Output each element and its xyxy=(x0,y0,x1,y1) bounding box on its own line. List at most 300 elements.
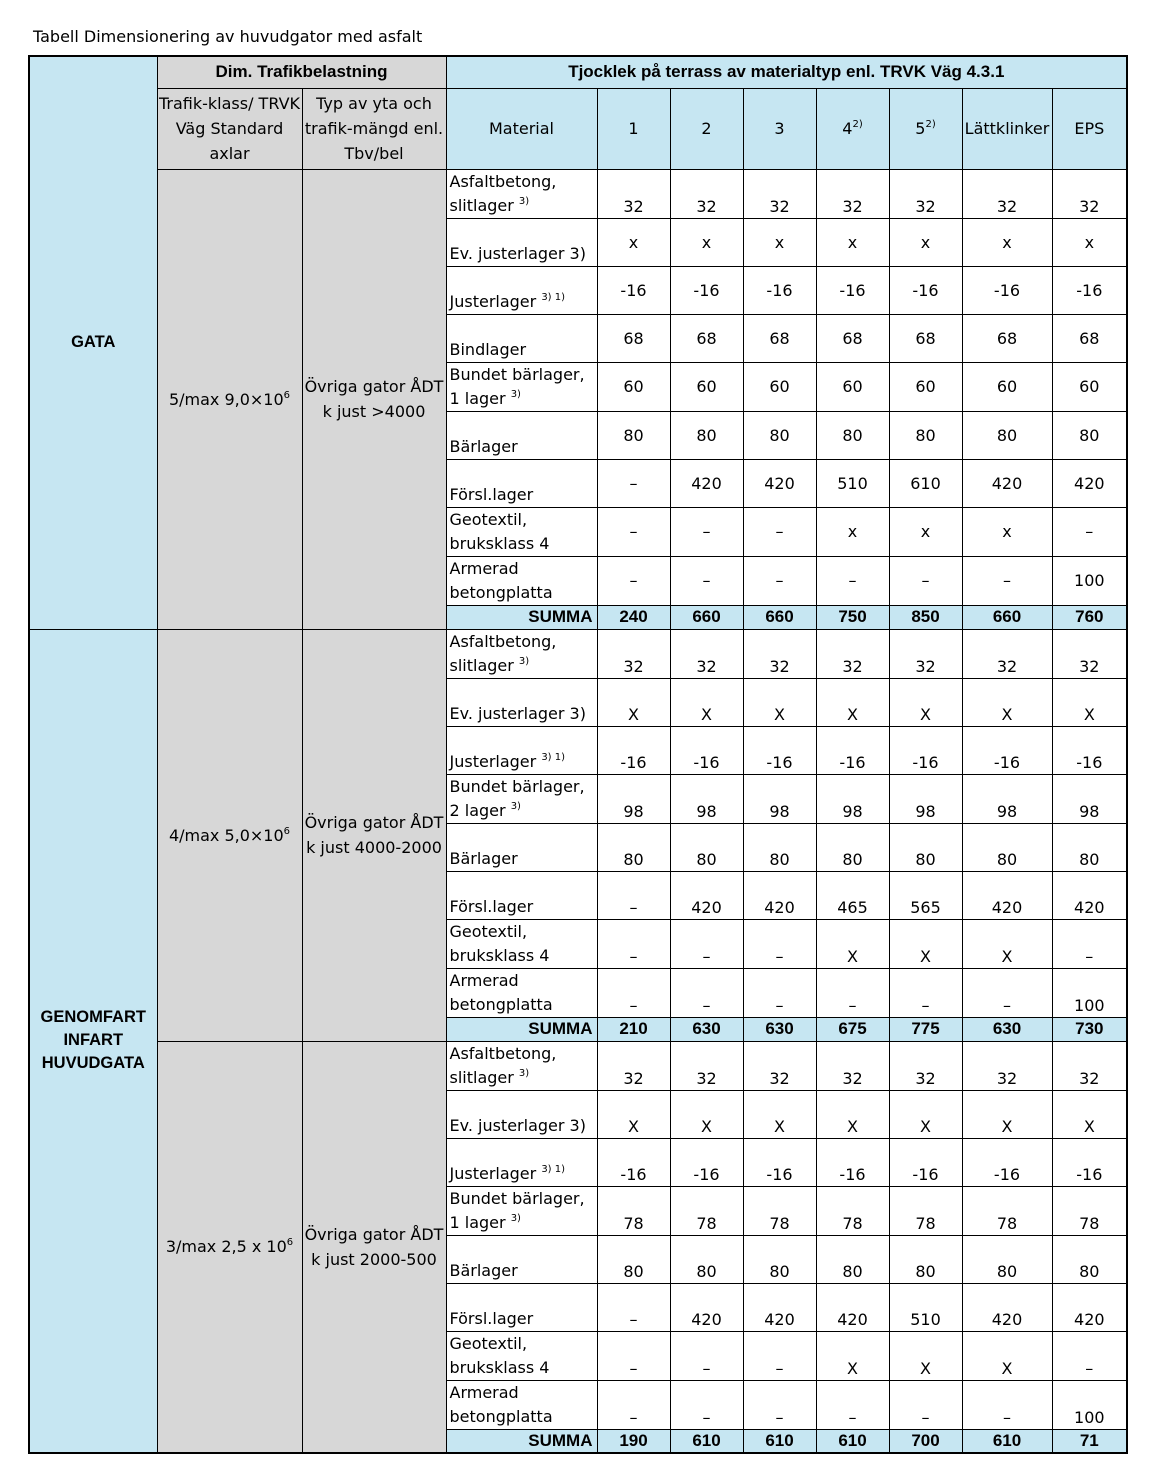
material-name: Geotextil, bruksklass 4 xyxy=(449,509,550,553)
material-name: Asfaltbetong, slitlager xyxy=(449,171,557,215)
value-cell: 98 xyxy=(743,774,816,823)
value-cell: 68 xyxy=(743,314,816,362)
summa-value: 610 xyxy=(962,1429,1052,1453)
area-type-cell: Övriga gator ÅDT k just 4000-2000 xyxy=(302,629,446,1041)
area-type-cell: Övriga gator ÅDT k just >4000 xyxy=(302,169,446,629)
value-cell: 80 xyxy=(743,823,816,871)
value-cell: -16 xyxy=(597,266,670,314)
value-cell: 420 xyxy=(1052,871,1127,919)
value-cell: 98 xyxy=(962,774,1052,823)
value-cell: 80 xyxy=(816,1235,889,1283)
header-material-type-5 xyxy=(889,88,962,169)
value-cell: – xyxy=(597,1380,670,1429)
value-cell: – xyxy=(743,1331,816,1380)
value-cell: X xyxy=(670,678,743,726)
value-cell: – xyxy=(743,1380,816,1429)
value-cell: -16 xyxy=(670,726,743,774)
table-row xyxy=(29,1041,1127,1090)
value-cell: 98 xyxy=(597,774,670,823)
value-cell: 98 xyxy=(889,774,962,823)
header-material-type-4 xyxy=(816,88,889,169)
summa-label: SUMMA xyxy=(446,1429,597,1453)
dimensioning-table xyxy=(28,55,1128,1454)
section-label-gata xyxy=(29,56,157,629)
section-label-line: GENOMFART xyxy=(40,1008,146,1027)
value-cell: 100 xyxy=(1052,968,1127,1017)
material-footnote: 3) xyxy=(518,655,530,667)
value-cell: X xyxy=(670,1090,743,1138)
material-name: Bundet bärlager, 1 lager xyxy=(449,1188,585,1232)
value-cell: 68 xyxy=(597,314,670,362)
value-cell: x xyxy=(816,218,889,266)
table-row xyxy=(29,629,1127,678)
value-cell: 420 xyxy=(670,459,743,507)
header-area-type: Typ av yta och trafik-mängd enl. Tbv/bel xyxy=(302,88,446,169)
value-cell: – xyxy=(816,968,889,1017)
value-cell: X xyxy=(962,1090,1052,1138)
material-cell xyxy=(446,774,597,823)
material-name: Bindlager xyxy=(449,339,527,359)
value-cell: 420 xyxy=(962,1283,1052,1331)
header-material-type-lattklinker xyxy=(962,88,1052,169)
traffic-class-exponent: 6 xyxy=(283,389,291,401)
section-label-line: INFART xyxy=(63,1031,124,1050)
value-cell: – xyxy=(670,507,743,556)
value-cell: x xyxy=(597,218,670,266)
value-cell: 80 xyxy=(1052,1235,1127,1283)
value-cell: X xyxy=(889,919,962,968)
material-cell xyxy=(446,1283,597,1331)
material-name: Bärlager xyxy=(449,436,518,456)
value-cell: 60 xyxy=(670,362,743,411)
summa-value: 630 xyxy=(962,1017,1052,1041)
value-cell: – xyxy=(597,919,670,968)
summa-value: 675 xyxy=(816,1017,889,1041)
value-cell: -16 xyxy=(962,726,1052,774)
material-name: Försl.lager xyxy=(449,484,534,504)
summa-label: SUMMA xyxy=(446,1017,597,1041)
value-cell: 32 xyxy=(962,169,1052,218)
value-cell: – xyxy=(597,556,670,605)
value-cell: 98 xyxy=(1052,774,1127,823)
traffic-class-text: 5/max 9,0×10 xyxy=(168,389,284,409)
material-cell xyxy=(446,871,597,919)
material-name: Ev. justerlager 3) xyxy=(449,243,586,263)
summa-value: 240 xyxy=(597,605,670,629)
material-footnote: 3) 1) xyxy=(541,1163,566,1175)
value-cell: -16 xyxy=(743,1138,816,1186)
value-cell: 32 xyxy=(889,169,962,218)
material-name: Försl.lager xyxy=(449,896,534,916)
material-name: Bärlager xyxy=(449,1260,518,1280)
value-cell: 60 xyxy=(597,362,670,411)
value-cell: 68 xyxy=(816,314,889,362)
value-cell: 32 xyxy=(889,1041,962,1090)
value-cell: -16 xyxy=(743,266,816,314)
value-cell: -16 xyxy=(670,1138,743,1186)
value-cell: -16 xyxy=(962,1138,1052,1186)
value-cell: – xyxy=(962,1380,1052,1429)
value-cell: 60 xyxy=(743,362,816,411)
value-cell: -16 xyxy=(889,266,962,314)
summa-value: 630 xyxy=(743,1017,816,1041)
value-cell: 420 xyxy=(962,871,1052,919)
material-type-label: 3 xyxy=(774,119,785,138)
value-cell: – xyxy=(597,1331,670,1380)
value-cell: X xyxy=(816,678,889,726)
value-cell: 420 xyxy=(670,1283,743,1331)
value-cell: 60 xyxy=(962,362,1052,411)
value-cell: 78 xyxy=(889,1186,962,1235)
header-material-type-3 xyxy=(743,88,816,169)
summa-value: 210 xyxy=(597,1017,670,1041)
material-type-label: 4 xyxy=(842,119,853,138)
material-cell xyxy=(446,1186,597,1235)
value-cell: 565 xyxy=(889,871,962,919)
value-cell: 80 xyxy=(889,411,962,459)
value-cell: 32 xyxy=(1052,1041,1127,1090)
value-cell: x xyxy=(743,218,816,266)
traffic-class-text: 3/max 2,5 x 10 xyxy=(165,1237,287,1257)
material-name: Geotextil, bruksklass 4 xyxy=(449,921,550,965)
value-cell: X xyxy=(816,919,889,968)
value-cell: 78 xyxy=(670,1186,743,1235)
material-name: Armerad betongplatta xyxy=(449,1382,553,1426)
header-material: Material xyxy=(446,88,597,169)
value-cell: 80 xyxy=(670,823,743,871)
material-name: Bärlager xyxy=(449,848,518,868)
material-type-footnote: 2) xyxy=(852,119,863,130)
value-cell: – xyxy=(816,1380,889,1429)
value-cell: – xyxy=(889,968,962,1017)
value-cell: 80 xyxy=(743,411,816,459)
value-cell: X xyxy=(962,678,1052,726)
material-name: Ev. justerlager 3) xyxy=(449,1115,586,1135)
value-cell: 60 xyxy=(1052,362,1127,411)
value-cell: 32 xyxy=(597,169,670,218)
header-group-row xyxy=(29,56,1127,88)
value-cell: -16 xyxy=(962,266,1052,314)
material-name: Försl.lager xyxy=(449,1308,534,1328)
material-name: Ev. justerlager 3) xyxy=(449,703,586,723)
value-cell: 510 xyxy=(889,1283,962,1331)
value-cell: 32 xyxy=(743,629,816,678)
value-cell: -16 xyxy=(1052,266,1127,314)
value-cell: 80 xyxy=(597,1235,670,1283)
material-name: Armerad betongplatta xyxy=(449,558,553,602)
summa-value: 71 xyxy=(1052,1429,1127,1453)
value-cell: X xyxy=(597,678,670,726)
value-cell: 68 xyxy=(1052,314,1127,362)
value-cell: 32 xyxy=(1052,629,1127,678)
summa-label: SUMMA xyxy=(446,605,597,629)
value-cell: 68 xyxy=(889,314,962,362)
traffic-class-cell xyxy=(157,169,302,629)
header-traffic-class: Trafik-klass/ TRVK Väg Standard axlar xyxy=(157,88,302,169)
material-cell xyxy=(446,968,597,1017)
summa-value: 190 xyxy=(597,1429,670,1453)
material-cell xyxy=(446,169,597,218)
value-cell: x xyxy=(962,218,1052,266)
value-cell: -16 xyxy=(597,726,670,774)
value-cell: 420 xyxy=(962,459,1052,507)
value-cell: -16 xyxy=(743,726,816,774)
material-footnote: 3) xyxy=(510,800,521,812)
material-footnote: 3) xyxy=(518,1067,530,1079)
traffic-class-exponent: 6 xyxy=(286,1237,294,1249)
material-footnote: 3) xyxy=(510,1212,521,1224)
value-cell: – xyxy=(597,968,670,1017)
value-cell: 32 xyxy=(962,629,1052,678)
value-cell: 32 xyxy=(1052,169,1127,218)
value-cell: 32 xyxy=(670,169,743,218)
value-cell: x xyxy=(889,507,962,556)
material-cell xyxy=(446,266,597,314)
value-cell: x xyxy=(1052,218,1127,266)
value-cell: – xyxy=(1052,507,1127,556)
material-cell xyxy=(446,1331,597,1380)
value-cell: X xyxy=(816,1331,889,1380)
value-cell: 420 xyxy=(816,1283,889,1331)
value-cell: 32 xyxy=(816,169,889,218)
material-cell xyxy=(446,678,597,726)
value-cell: 80 xyxy=(962,823,1052,871)
value-cell: X xyxy=(889,678,962,726)
value-cell: 32 xyxy=(597,1041,670,1090)
value-cell: 80 xyxy=(816,823,889,871)
value-cell: -16 xyxy=(1052,726,1127,774)
summa-value: 660 xyxy=(962,605,1052,629)
material-cell xyxy=(446,726,597,774)
value-cell: 32 xyxy=(670,1041,743,1090)
summa-value: 610 xyxy=(816,1429,889,1453)
value-cell: 510 xyxy=(816,459,889,507)
summa-value: 660 xyxy=(743,605,816,629)
value-cell: 420 xyxy=(743,871,816,919)
value-cell: – xyxy=(670,919,743,968)
material-name: Asfaltbetong, slitlager xyxy=(449,631,557,675)
value-cell: – xyxy=(597,459,670,507)
traffic-class-cell xyxy=(157,629,302,1041)
value-cell: 68 xyxy=(962,314,1052,362)
value-cell: 32 xyxy=(962,1041,1052,1090)
value-cell: – xyxy=(816,556,889,605)
header-tjocklek-terrass: Tjocklek på terrass av materialtyp enl. TRVK Väg 4.3.1 xyxy=(446,56,1127,88)
value-cell: 80 xyxy=(670,1235,743,1283)
traffic-class-exponent: 6 xyxy=(283,825,291,837)
value-cell: -16 xyxy=(816,726,889,774)
traffic-class-text: 4/max 5,0×10 xyxy=(168,825,284,845)
value-cell: -16 xyxy=(816,1138,889,1186)
material-name: Asfaltbetong, slitlager xyxy=(449,1043,557,1087)
value-cell: 60 xyxy=(889,362,962,411)
header-column-row xyxy=(29,88,1127,169)
value-cell: 80 xyxy=(743,1235,816,1283)
material-type-label: EPS xyxy=(1074,119,1105,138)
value-cell: – xyxy=(889,556,962,605)
area-type-cell: Övriga gator ÅDT k just 2000-500 xyxy=(302,1041,446,1453)
value-cell: 80 xyxy=(889,1235,962,1283)
value-cell: 420 xyxy=(743,459,816,507)
header-material-type-2 xyxy=(670,88,743,169)
value-cell: – xyxy=(743,919,816,968)
value-cell: 420 xyxy=(670,871,743,919)
value-cell: 32 xyxy=(816,1041,889,1090)
traffic-class-cell xyxy=(157,1041,302,1453)
value-cell: – xyxy=(597,507,670,556)
value-cell: 420 xyxy=(1052,459,1127,507)
summa-value: 850 xyxy=(889,605,962,629)
material-type-label: Lättklinker xyxy=(964,119,1050,138)
material-footnote: 3) 1) xyxy=(541,751,566,763)
summa-value: 610 xyxy=(743,1429,816,1453)
material-name: Justerlager xyxy=(449,751,537,771)
value-cell: 80 xyxy=(962,1235,1052,1283)
material-cell xyxy=(446,1380,597,1429)
value-cell: X xyxy=(1052,1090,1127,1138)
value-cell: X xyxy=(962,1331,1052,1380)
section-label-line: HUVUDGATA xyxy=(41,1054,145,1073)
material-name: Justerlager xyxy=(449,1163,537,1183)
value-cell: X xyxy=(743,1090,816,1138)
value-cell: 610 xyxy=(889,459,962,507)
value-cell: 100 xyxy=(1052,556,1127,605)
value-cell: 78 xyxy=(1052,1186,1127,1235)
value-cell: X xyxy=(816,1090,889,1138)
material-footnote: 3) 1) xyxy=(541,291,566,303)
value-cell: 420 xyxy=(743,1283,816,1331)
summa-value: 760 xyxy=(1052,605,1127,629)
value-cell: 78 xyxy=(962,1186,1052,1235)
value-cell: – xyxy=(670,968,743,1017)
value-cell: 80 xyxy=(597,823,670,871)
value-cell: 80 xyxy=(670,411,743,459)
material-cell xyxy=(446,459,597,507)
value-cell: 80 xyxy=(816,411,889,459)
value-cell: 420 xyxy=(1052,1283,1127,1331)
header-dim-trafikbelastning: Dim. Trafikbelastning xyxy=(157,56,446,88)
value-cell: X xyxy=(597,1090,670,1138)
value-cell: 78 xyxy=(816,1186,889,1235)
material-type-footnote: 2) xyxy=(925,119,936,130)
material-name: Justerlager xyxy=(449,291,537,311)
value-cell: 32 xyxy=(670,629,743,678)
value-cell: – xyxy=(743,968,816,1017)
value-cell: X xyxy=(1052,678,1127,726)
value-cell: – xyxy=(962,968,1052,1017)
table-row xyxy=(29,169,1127,218)
value-cell: x xyxy=(889,218,962,266)
value-cell: 465 xyxy=(816,871,889,919)
material-footnote: 3) xyxy=(518,195,530,207)
value-cell: 98 xyxy=(670,774,743,823)
value-cell: 60 xyxy=(816,362,889,411)
value-cell: x xyxy=(962,507,1052,556)
summa-value: 610 xyxy=(670,1429,743,1453)
value-cell: – xyxy=(743,507,816,556)
section-label-1 xyxy=(29,629,157,1453)
value-cell: X xyxy=(743,678,816,726)
value-cell: x xyxy=(816,507,889,556)
value-cell: -16 xyxy=(816,266,889,314)
value-cell: 78 xyxy=(597,1186,670,1235)
value-cell: 32 xyxy=(597,629,670,678)
material-cell xyxy=(446,1041,597,1090)
material-type-label: 1 xyxy=(628,119,639,138)
material-type-label: 5 xyxy=(915,119,926,138)
material-cell xyxy=(446,1235,597,1283)
value-cell: -16 xyxy=(1052,1138,1127,1186)
value-cell: 98 xyxy=(816,774,889,823)
material-footnote: 3) xyxy=(510,388,521,400)
value-cell: 100 xyxy=(1052,1380,1127,1429)
value-cell: 32 xyxy=(889,629,962,678)
material-cell xyxy=(446,411,597,459)
material-name: Bundet bärlager, 2 lager xyxy=(449,776,585,820)
material-cell xyxy=(446,314,597,362)
summa-value: 630 xyxy=(670,1017,743,1041)
material-cell xyxy=(446,556,597,605)
value-cell: – xyxy=(962,556,1052,605)
material-cell xyxy=(446,823,597,871)
value-cell: – xyxy=(670,1331,743,1380)
summa-value: 775 xyxy=(889,1017,962,1041)
material-name: Geotextil, bruksklass 4 xyxy=(449,1333,550,1377)
value-cell: 80 xyxy=(962,411,1052,459)
material-cell xyxy=(446,218,597,266)
section-label-line: GATA xyxy=(71,333,116,352)
material-name: Bundet bärlager, 1 lager xyxy=(449,364,585,408)
value-cell: 80 xyxy=(1052,411,1127,459)
value-cell: 80 xyxy=(889,823,962,871)
material-cell xyxy=(446,629,597,678)
material-type-label: 2 xyxy=(701,119,712,138)
value-cell: – xyxy=(743,556,816,605)
material-name: Armerad betongplatta xyxy=(449,970,553,1014)
summa-value: 750 xyxy=(816,605,889,629)
value-cell: X xyxy=(889,1331,962,1380)
summa-value: 730 xyxy=(1052,1017,1127,1041)
value-cell: 78 xyxy=(743,1186,816,1235)
value-cell: – xyxy=(889,1380,962,1429)
value-cell: 68 xyxy=(670,314,743,362)
material-cell xyxy=(446,507,597,556)
value-cell: -16 xyxy=(597,1138,670,1186)
value-cell: -16 xyxy=(889,726,962,774)
material-cell xyxy=(446,1138,597,1186)
value-cell: X xyxy=(889,1090,962,1138)
header-material-type-eps xyxy=(1052,88,1127,169)
summa-value: 700 xyxy=(889,1429,962,1453)
value-cell: 32 xyxy=(816,629,889,678)
value-cell: – xyxy=(1052,919,1127,968)
material-cell xyxy=(446,362,597,411)
value-cell: x xyxy=(670,218,743,266)
value-cell: – xyxy=(597,1283,670,1331)
table-caption: Tabell Dimensionering av huvudgator med asfalt xyxy=(33,27,423,46)
material-cell xyxy=(446,1090,597,1138)
value-cell: 32 xyxy=(743,1041,816,1090)
value-cell: -16 xyxy=(670,266,743,314)
value-cell: -16 xyxy=(889,1138,962,1186)
value-cell: – xyxy=(1052,1331,1127,1380)
value-cell: 80 xyxy=(597,411,670,459)
value-cell: – xyxy=(670,556,743,605)
value-cell: – xyxy=(597,871,670,919)
value-cell: X xyxy=(962,919,1052,968)
value-cell: 32 xyxy=(743,169,816,218)
material-cell xyxy=(446,919,597,968)
